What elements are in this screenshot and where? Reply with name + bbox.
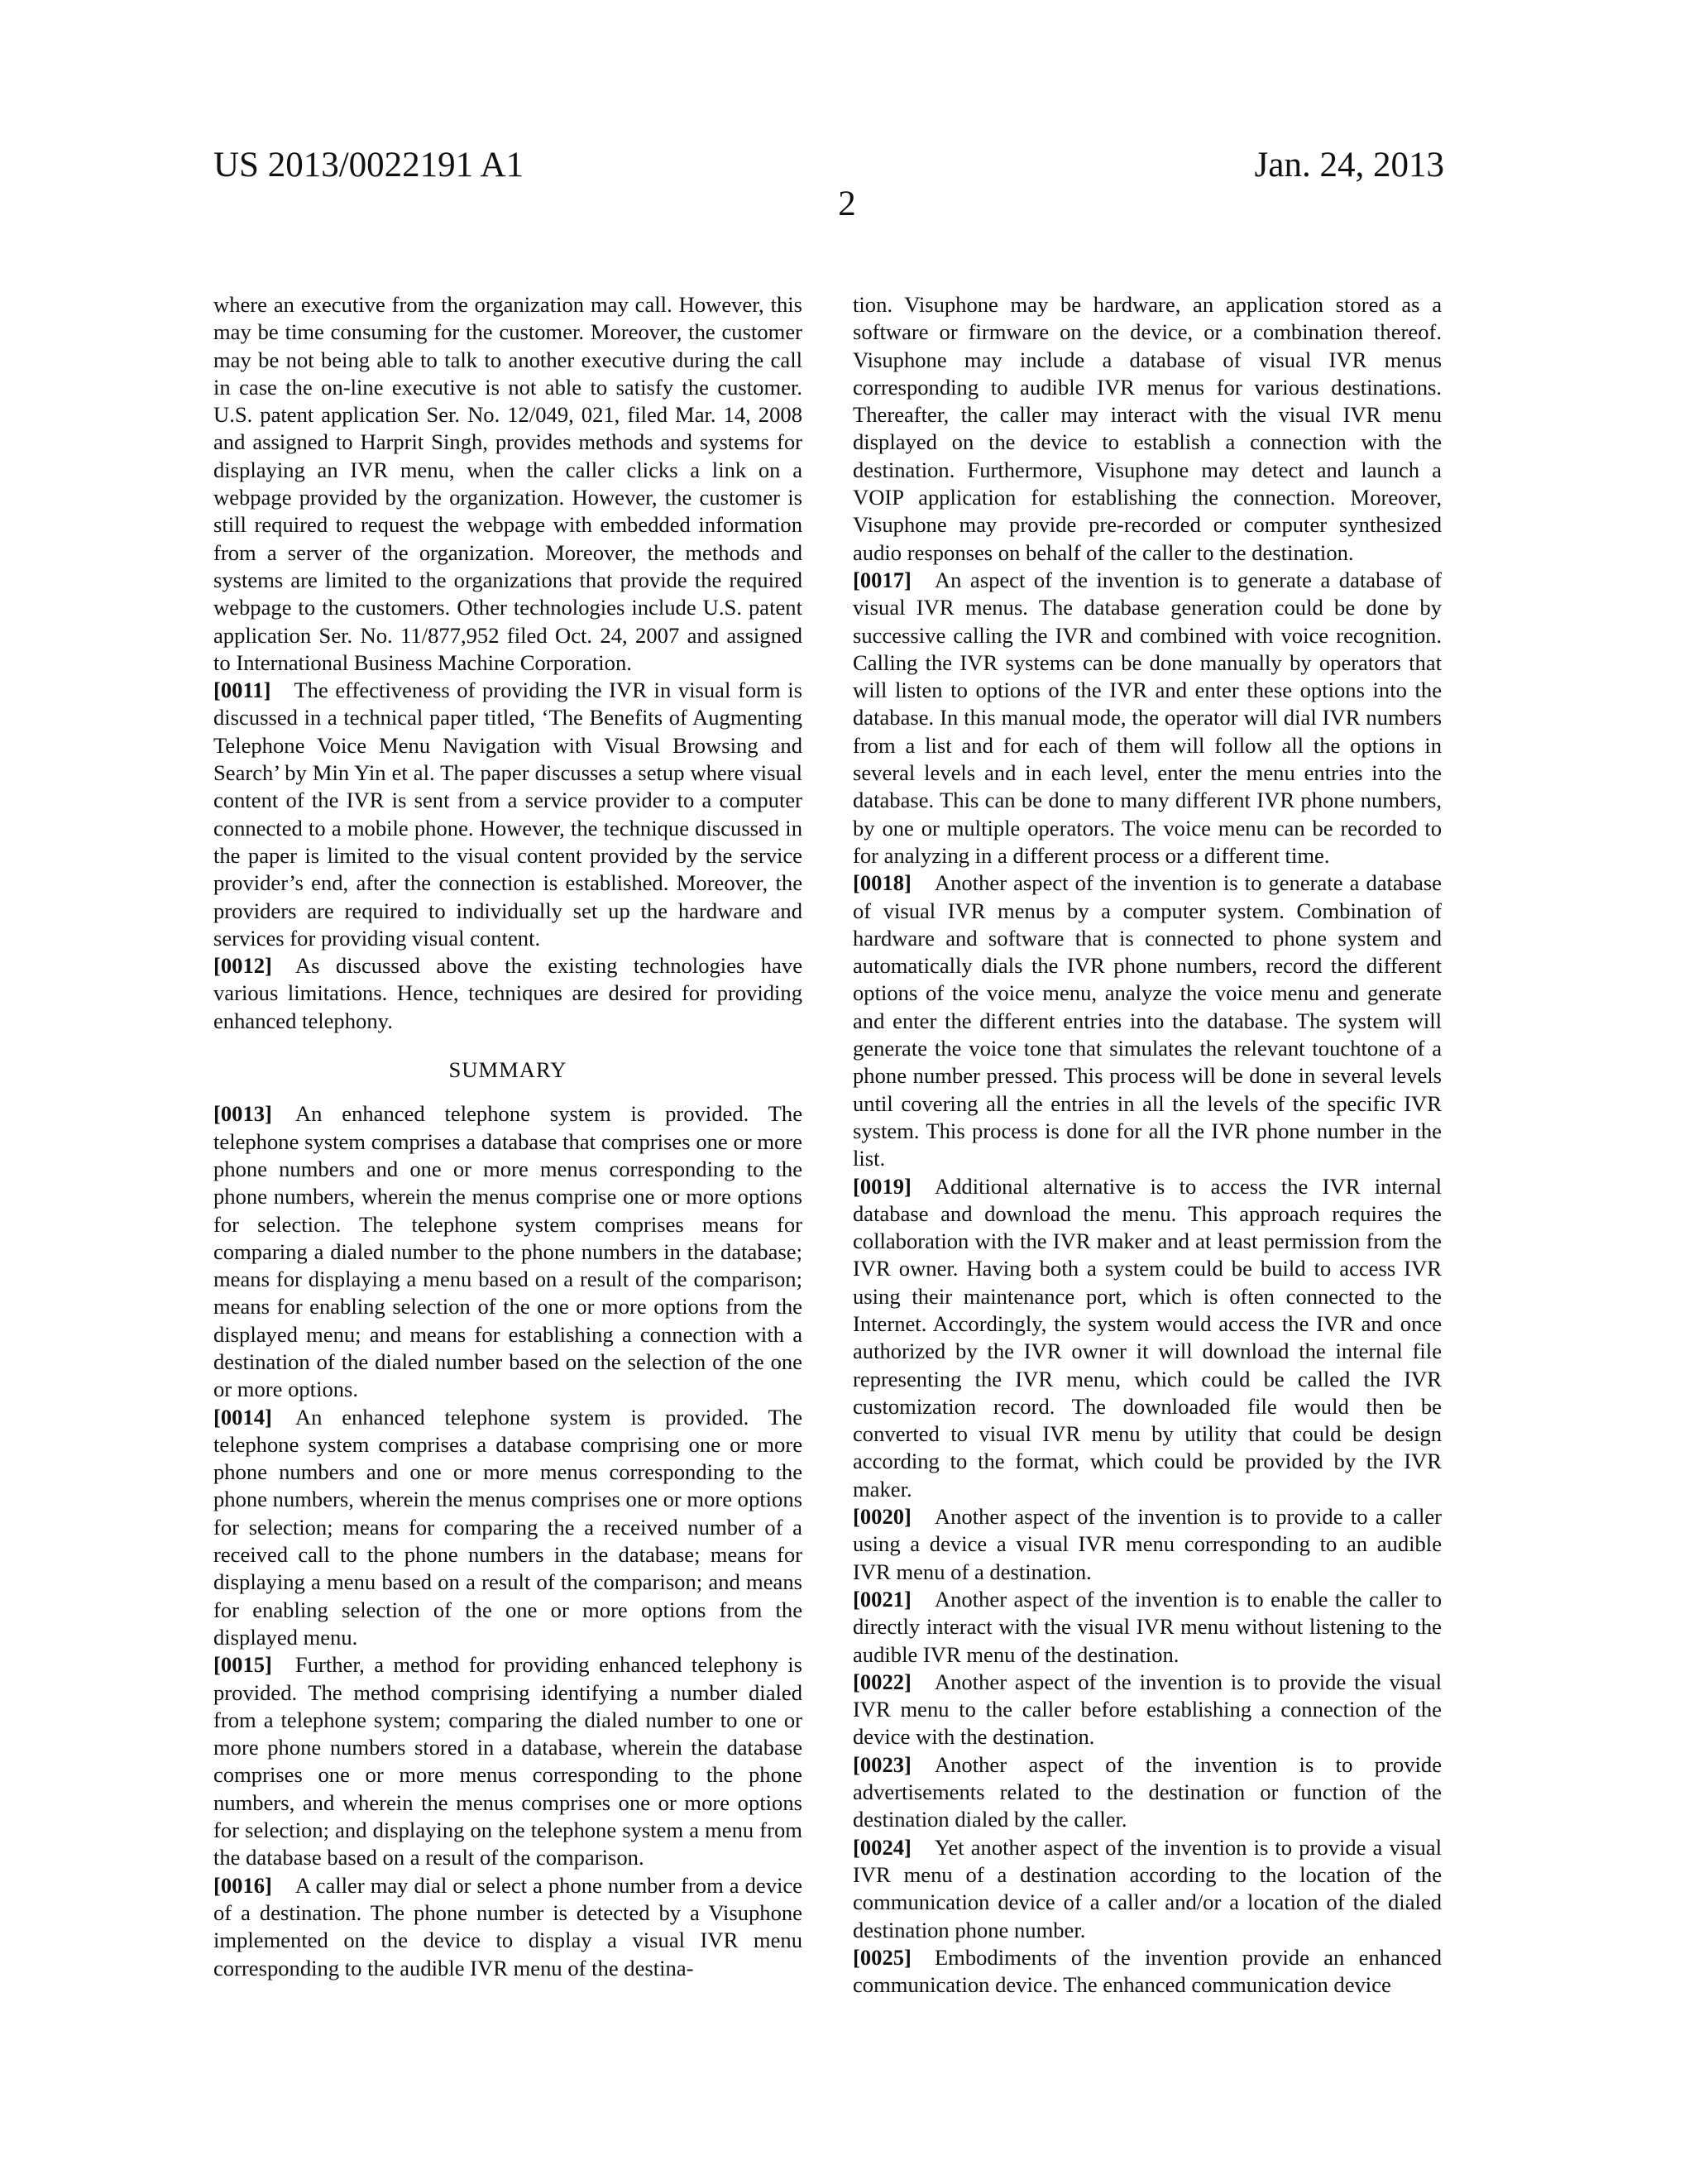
paragraph-number: [0012] (213, 953, 272, 979)
paragraph-number: [0013] (213, 1101, 272, 1127)
paragraph-text: Yet another aspect of the invention is to provide a visual IVR menu of a destination according to the location of the communication device of a caller and/or a location of the dialed destination phone number. (853, 1834, 1442, 1942)
right-column (853, 291, 1442, 1999)
paragraph-number: [0024] (853, 1834, 912, 1860)
right-continuation-text: tion. Visuphone may be hardware, an application stored as a software or firmware on the device, or a combination thereof. Visuphone may include a database of visual IVR menus corresponding to audible IVR menus for various destinations. Thereafter, the caller may interact with the visual IVR menu displayed on the device to establish a connection with the destination. Furthermore, Visuphone may detect and launch a VOIP application for establishing the connection. Moreover, Visuphone may provide pre-recorded or computer synthesized audio responses on behalf of the caller to the destination. (853, 292, 1442, 565)
paragraph-text: Another aspect of the invention is to provide advertisements related to the destination or function of the destination dialed by the caller. (853, 1751, 1442, 1832)
paragraph-0023 (853, 1751, 1442, 1834)
paragraph-0019 (853, 1173, 1442, 1504)
paragraph-number: [0020] (853, 1504, 912, 1530)
paragraph-text: Another aspect of the invention is to provide to a caller using a device a visual IVR menu corresponding to an audible IVR menu of a destination. (853, 1504, 1442, 1584)
left-continuation-text: where an executive from the organization may call. However, this may be time consuming for the customer. Moreover, the customer may be not being able to talk to another executive during the call in case the on-line executive is not able to satisfy the customer. U.S. patent application Ser. No. 12/049, 021, filed Mar. 14, 2008 and assigned to Harprit Singh, provides methods and systems for displaying an IVR menu, when the caller clicks a link on a webpage provided by the organization. However, the customer is still required to request the webpage with embedded information from a server of the organization. Moreover, the methods and systems are limited to the organizations that provide the required webpage to the customers. Other technologies include U.S. patent application Ser. No. 11/877,952 filed Oct. 24, 2007 and assigned to International Business Machine Corporation. (213, 292, 802, 675)
paragraph-text: Another aspect of the invention is to provide the visual IVR menu to the caller before establishing a connection of the device with the destination. (853, 1669, 1442, 1750)
paragraph-0021 (853, 1586, 1442, 1669)
paragraph-text: As discussed above the existing technologies have various limitations. Hence, techniques are desired for providing enhanced telephony. (213, 953, 802, 1033)
paragraph-text: Further, a method for providing enhanced telephony is provided. The method comprising identifying a number dialed from a telephone system; comparing the dialed number to one or more phone numbers stored in a database, wherein the database comprises one or more menus corresponding to the phone numbers, and wherein the menus comprises one or more options for selection; and displaying on the telephone system a menu from the database based on a result of the comparison. (213, 1652, 802, 1870)
paragraph-number: [0021] (853, 1586, 912, 1612)
paragraph-text: Another aspect of the invention is to generate a database of visual IVR menus by a computer system. Combination of hardware and software that is connected to phone system and automatically dials the IVR phone numbers, record the different options of the voice menu, analyze the voice menu and generate and enter the different entries into the database. The system will generate the voice tone that simulates the relevant touchtone of a phone number pressed. This process will be done in several levels until covering all the entries in all the levels of the specific IVR system. This process is done for all the IVR phone number in the list. (853, 870, 1442, 1171)
paragraph-text: An enhanced telephone system is provided. The telephone system comprises a database that comprises one or more phone numbers and one or more menus corresponding to the phone numbers, wherein the menus comprise one or more options for selection. The telephone system comprises means for comparing a dialed number to the phone numbers in the database; means for displaying a menu based on a result of the comparison; means for enabling selection of the one or more options from the displayed menu; and means for establishing a connection with a destination of the dialed number based on the selection of the one or more options. (213, 1101, 802, 1402)
paragraph-number: [0023] (853, 1751, 912, 1777)
paragraph-text: A caller may dial or select a phone number from a device of a destination. The phone number is detected by a Visuphone implemented on the device to display a visual IVR menu corresponding to the audible IVR menu of the destina- (213, 1872, 802, 1980)
paragraph-text: An aspect of the invention is to generate a database of visual IVR menus. The database generation could be done by successive calling the IVR and combined with voice recognition. Calling the IVR systems can be done manually by operators that will listen to options of the IVR and enter these options into the database. In this manual mode, the operator will dial IVR numbers from a list and for each of them will follow all the options in several levels and in each level, enter the menu entries into the database. This can be done to many different IVR phone numbers, by one or multiple operators. The voice menu can be recorded to for analyzing in a different process or a different time. (853, 567, 1442, 868)
paragraph-number: [0015] (213, 1652, 272, 1678)
paragraph-0015 (213, 1651, 802, 1871)
paragraph-0012 (213, 952, 802, 1035)
paragraph-text: An enhanced telephone system is provided. The telephone system comprises a database comprising one or more phone numbers and one or more menus corresponding to the phone numbers, wherein the menus comprises one or more options for selection; means for comparing the a received number of a received call to the phone numbers in the database; means for displaying a menu based on a result of the comparison; and means for enabling selection of the one or more options from the displayed menu. (213, 1404, 802, 1650)
paragraph-0025 (853, 1944, 1442, 2000)
publication-date: Jan. 24, 2013 (1254, 146, 1444, 184)
left-column (213, 291, 802, 1982)
paragraph-number: [0016] (213, 1872, 272, 1898)
paragraph-0014 (213, 1404, 802, 1652)
paragraph-number: [0025] (853, 1944, 912, 1970)
section-heading-summary: SUMMARY (448, 1057, 567, 1083)
paragraph-text: Additional alternative is to access the IVR internal database and download the menu. This approach requires the collaboration with the IVR maker and at least permission from the IVR owner. Having both a system could be build to access IVR using their maintenance port, which is often connected to the Internet. Accordingly, the system would access the IVR and once authorized by the IVR owner it will download the internal file representing the IVR menu, which could be called the IVR customization record. The downloaded file would then be converted to visual IVR menu by utility that could be design according to the format, which could be provided by the IVR maker. (853, 1173, 1442, 1502)
paragraph-number: [0022] (853, 1669, 912, 1694)
paragraph-0022 (853, 1669, 1442, 1751)
paragraph-text: The effectiveness of providing the IVR in visual form is discussed in a technical paper titled, ‘The Benefits of Augmenting Telephone Voice Menu Navigation with Visual Browsing and Search’ by Min Yin et al. The paper discusses a setup where visual content of the IVR is sent from a service provider to a computer connected to a mobile phone. However, the technique discussed in the paper is limited to the visual content provided by the service provider’s end, after the connection is established. Moreover, the providers are required to individually set up the hardware and services for providing visual content. (213, 678, 802, 951)
paragraph-0020 (853, 1503, 1442, 1586)
paragraph-number: [0011] (213, 678, 271, 703)
paragraph-0024 (853, 1834, 1442, 1944)
paragraph-0018 (853, 869, 1442, 1172)
paragraph-0017 (853, 567, 1442, 869)
page-number: 2 (838, 184, 856, 223)
paragraph-number: [0014] (213, 1404, 272, 1430)
paragraph-0013 (213, 1100, 802, 1403)
publication-number: US 2013/0022191 A1 (213, 146, 524, 184)
paragraph-text: Another aspect of the invention is to enable the caller to directly interact with the visual IVR menu without listening to the audible IVR menu of the destination. (853, 1586, 1442, 1667)
paragraph-number: [0018] (853, 870, 912, 896)
paragraph-number: [0017] (853, 567, 912, 592)
paragraph-0011 (213, 677, 802, 952)
paragraph-0016 (213, 1872, 802, 1982)
paragraph-number: [0019] (853, 1173, 912, 1199)
paragraph-text: Embodiments of the invention provide an enhanced communication device. The enhanced communication device (853, 1944, 1442, 1998)
